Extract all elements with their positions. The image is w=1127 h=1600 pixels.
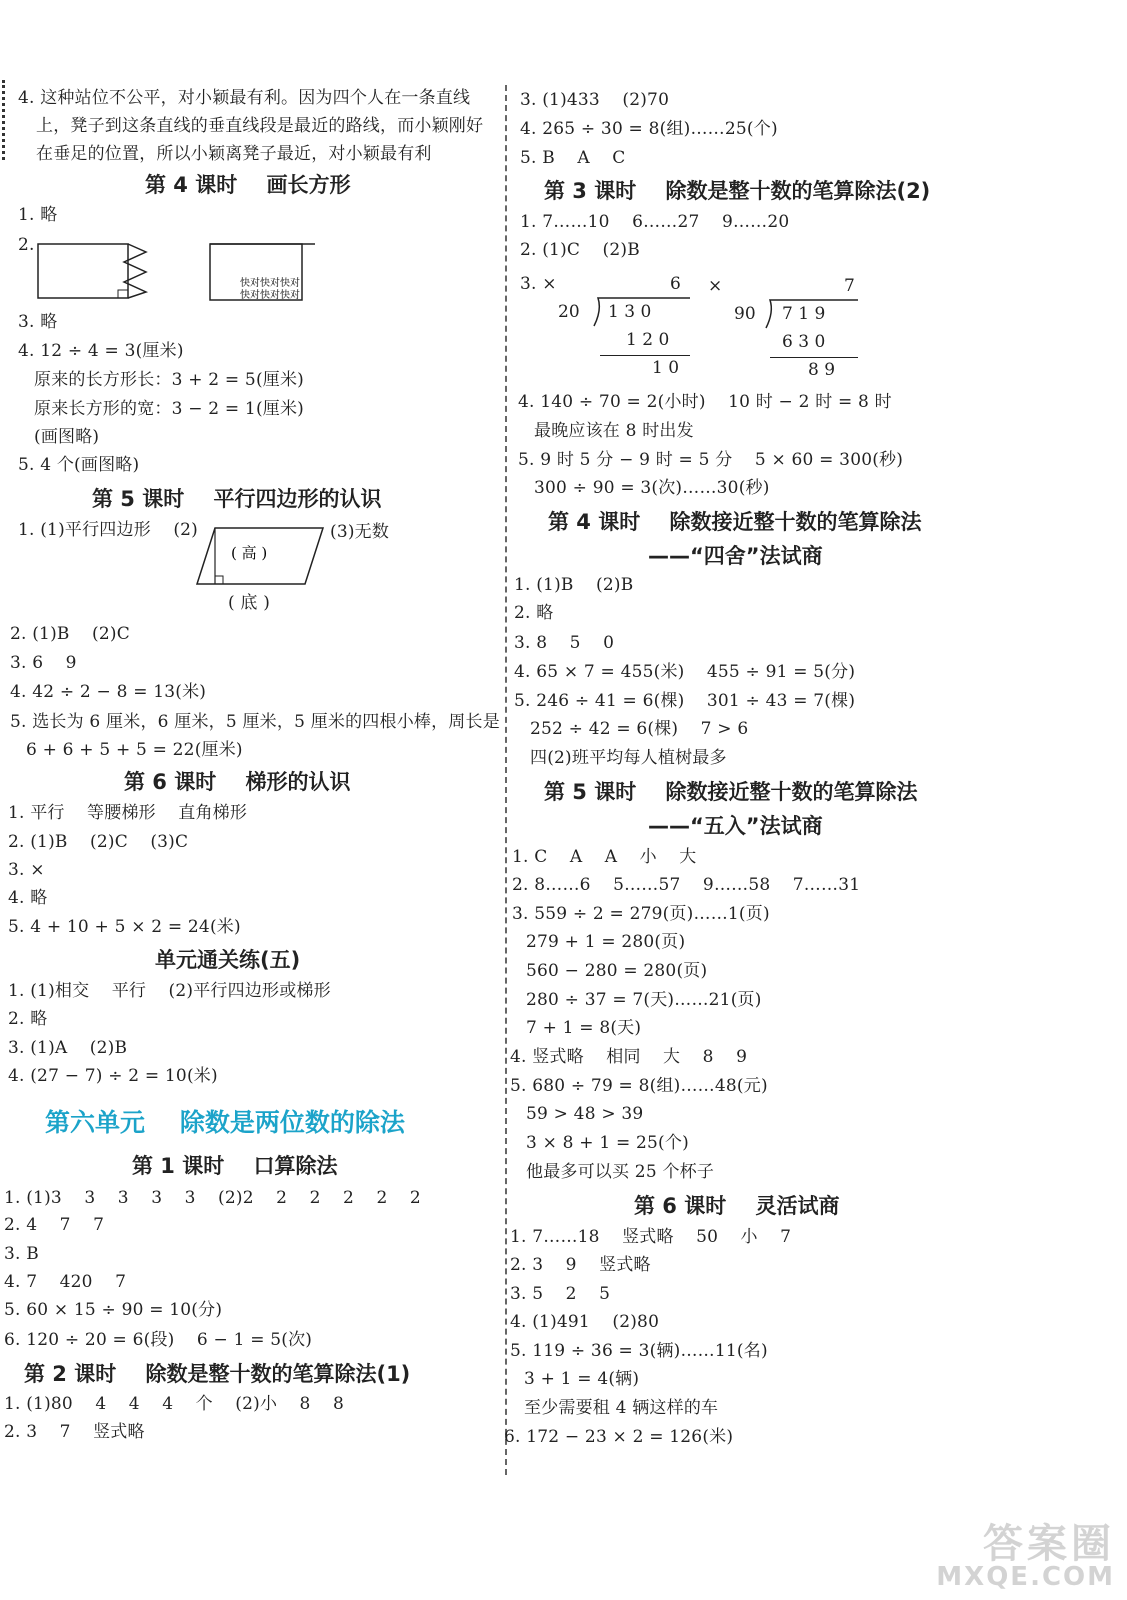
text-line: 上，凳子到这条直线的垂直线段是最近的路线，而小颖刚好	[36, 116, 484, 136]
text-line: 1. (1)3 3 3 3 3 (2)2 2 2 2 2 2	[4, 1188, 421, 1208]
text-line: 6. 172 − 23 × 2 = 126(米)	[504, 1427, 734, 1447]
text-line: 原来的长方形长：3 + 2 = 5(厘米)	[34, 370, 305, 390]
text-line: 3. 6 9	[10, 653, 77, 673]
parallelogram-figure	[195, 524, 335, 590]
figure-text: 快对快对快对	[240, 290, 300, 301]
text-line: 59 > 48 > 39	[526, 1104, 644, 1124]
text-line: 4. 140 ÷ 70 = 2(小时) 10 时 − 2 时 = 8 时	[518, 392, 892, 412]
unit-title: 第六单元 除数是两位数的除法	[45, 1108, 405, 1137]
right-angle-mark	[215, 576, 223, 584]
watermark-top: 答案圈	[983, 1521, 1115, 1567]
text-line: 2. 略	[8, 1009, 48, 1029]
long-division-2	[730, 270, 890, 380]
text-line: 3 + 1 = 4(辆)	[524, 1369, 640, 1389]
text-line: (3)无数	[330, 522, 390, 542]
section-heading: 第 2 课时 除数是整十数的笔算除法(1)	[24, 1362, 411, 1386]
text-line: 1. C A A 小 大	[512, 847, 697, 867]
base-label: ( 底 )	[228, 593, 271, 613]
text-line: 2. 略	[514, 603, 554, 623]
rectangle-shape	[38, 244, 128, 298]
text-line: 最晚应该在 8 时出发	[534, 421, 694, 441]
text-line: 3. 559 ÷ 2 = 279(页)……1(页)	[512, 904, 770, 924]
text-line: 3. 8 5 0	[514, 633, 615, 653]
text-line: 560 − 280 = 280(页)	[526, 961, 708, 981]
section-heading: 单元通关练(五)	[155, 948, 301, 972]
text-line: 2. 3 9 竖式略	[510, 1255, 651, 1275]
divisor: 20	[558, 302, 580, 322]
text-line: 4. (1)491 (2)80	[510, 1312, 660, 1332]
text-line: 原来长方形的宽：3 − 2 = 1(厘米)	[34, 399, 305, 419]
text-line: 279 + 1 = 280(页)	[526, 932, 686, 952]
section-heading: 第 6 课时 梯形的认识	[124, 770, 351, 794]
text-line: 3. 5 2 5	[510, 1284, 611, 1304]
text-line: 他最多可以买 25 个杯子	[526, 1162, 715, 1182]
remainder: 8 9	[808, 360, 836, 380]
quotient: 7	[844, 276, 855, 296]
text-line: 4. (27 − 7) ÷ 2 = 10(米)	[8, 1066, 218, 1086]
quotient: 6	[670, 274, 681, 294]
text-line: 5. 119 ÷ 36 = 3(辆)……11(名)	[510, 1341, 768, 1361]
text-line: 5. 4 + 10 + 5 × 2 = 24(米)	[8, 917, 241, 937]
text-line: 4. 略	[8, 888, 48, 908]
text-line: 4. 7 420 7	[4, 1272, 127, 1292]
section-heading: 第 5 课时 平行四边形的认识	[92, 487, 382, 511]
text-line: ×	[708, 276, 723, 296]
text-line: 3. ×	[8, 860, 45, 880]
text-line: 1. (1)80 4 4 4 个 (2)小 8 8	[4, 1394, 345, 1414]
text-line: 1. (1)B (2)B	[514, 575, 634, 595]
text-line: 3. (1)433 (2)70	[520, 90, 670, 110]
text-line: 300 ÷ 90 = 3(次)……30(秒)	[534, 478, 770, 498]
text-line: 2.	[18, 235, 35, 255]
text-line: 7 + 1 = 8(天)	[526, 1018, 642, 1038]
text-line: 5. 9 时 5 分 − 9 时 = 5 分 5 × 60 = 300(秒)	[518, 450, 904, 470]
text-line: 6. 120 ÷ 20 = 6(段) 6 − 1 = 5(次)	[4, 1330, 313, 1350]
dividend: 1 3 0	[608, 302, 652, 322]
text-line: 6 + 6 + 5 + 5 = 22(厘米)	[26, 740, 243, 760]
text-line: 5. 60 × 15 ÷ 90 = 10(分)	[4, 1300, 223, 1320]
text-line: 280 ÷ 37 = 7(天)……21(页)	[526, 990, 762, 1010]
text-line: 2. 3 7 竖式略	[4, 1422, 145, 1442]
column-divider	[505, 85, 507, 1475]
divisor: 90	[734, 304, 756, 324]
long-division-1	[550, 270, 710, 380]
text-line: 3. 略	[18, 312, 58, 332]
text-line: 至少需要租 4 辆这样的车	[524, 1398, 719, 1418]
subtraction-line	[600, 355, 690, 356]
section-subheading: ——“四舍”法试商	[648, 544, 823, 568]
section-subheading: ——“五入”法试商	[648, 814, 823, 838]
text-line: 4. 265 ÷ 30 = 8(组)……25(个)	[520, 119, 778, 139]
text-line: 在垂足的位置，所以小颖离凳子最近，对小颖最有利	[36, 144, 432, 164]
product: 1 2 0	[626, 330, 670, 350]
section-heading: 第 1 课时 口算除法	[132, 1154, 338, 1178]
remainder: 1 0	[652, 358, 680, 378]
right-angle-mark	[118, 290, 128, 298]
text-line: 2. (1)C (2)B	[520, 240, 640, 260]
section-heading: 第 5 课时 除数接近整十数的笔算除法	[544, 780, 918, 804]
section-heading: 第 6 课时 灵活试商	[634, 1194, 840, 1218]
text-line: 3. B	[4, 1244, 39, 1264]
section-heading: 第 3 课时 除数是整十数的笔算除法(2)	[544, 179, 931, 203]
text-line: 四(2)班平均每人植树最多	[530, 748, 727, 768]
text-line: 4. 这种站位不公平，对小颖最有利。因为四个人在一条直线	[18, 88, 471, 108]
subtraction-line	[770, 357, 858, 358]
text-line: 4. 42 ÷ 2 − 8 = 13(米)	[10, 682, 207, 702]
text-line: 4. 65 × 7 = 455(米) 455 ÷ 91 = 5(分)	[514, 662, 856, 682]
text-line: 1. 平行 等腰梯形 直角梯形	[8, 803, 248, 823]
text-line: 1. 7……10 6……27 9……20	[520, 212, 790, 232]
text-line: (画图略)	[34, 427, 100, 447]
text-line: 5. 680 ÷ 79 = 8(组)……48(元)	[510, 1076, 768, 1096]
rectangle-figure	[30, 232, 330, 312]
text-line: 5. 选长为 6 厘米，6 厘米，5 厘米，5 厘米的四根小棒，周长是	[10, 712, 500, 732]
text-line: 3 × 8 + 1 = 25(个)	[526, 1133, 689, 1153]
text-line: 4. 12 ÷ 4 = 3(厘米)	[18, 341, 184, 361]
text-line: 5. 4 个(画图略)	[18, 455, 140, 475]
text-line: 1. 略	[18, 205, 58, 225]
text-line: 1. (1)平行四边形 (2)	[18, 520, 198, 540]
text-line: 3. ×	[520, 274, 557, 294]
figure-text: 快对快对快对	[240, 278, 300, 289]
height-label: ( 高 )	[231, 544, 268, 562]
section-heading: 第 4 课时 画长方形	[145, 173, 351, 197]
text-line: 1. (1)相交 平行 (2)平行四边形或梯形	[8, 981, 331, 1001]
right-column	[504, 0, 1110, 1600]
section-heading: 第 4 课时 除数接近整十数的笔算除法	[548, 510, 922, 534]
text-line: 2. 4 7 7	[4, 1215, 105, 1235]
text-line: 1. 7……18 竖式略 50 小 7	[510, 1227, 792, 1247]
dividend: 7 1 9	[782, 304, 826, 324]
text-line: 5. 246 ÷ 41 = 6(棵) 301 ÷ 43 = 7(棵)	[514, 691, 856, 711]
product: 6 3 0	[782, 332, 826, 352]
text-line: 4. 竖式略 相同 大 8 9	[510, 1047, 748, 1067]
text-line: 5. B A C	[520, 148, 626, 168]
text-line: 2. (1)B (2)C	[10, 624, 130, 644]
left-column	[0, 0, 505, 1600]
text-line: 3. (1)A (2)B	[8, 1038, 128, 1058]
watermark-bottom: MXQE.COM	[936, 1562, 1115, 1592]
text-line: 2. 8……6 5……57 9……58 7……31	[512, 875, 861, 895]
text-line: 252 ÷ 42 = 6(棵) 7 > 6	[530, 719, 749, 739]
watermark	[915, 1512, 1115, 1592]
text-line: 2. (1)B (2)C (3)C	[8, 832, 189, 852]
